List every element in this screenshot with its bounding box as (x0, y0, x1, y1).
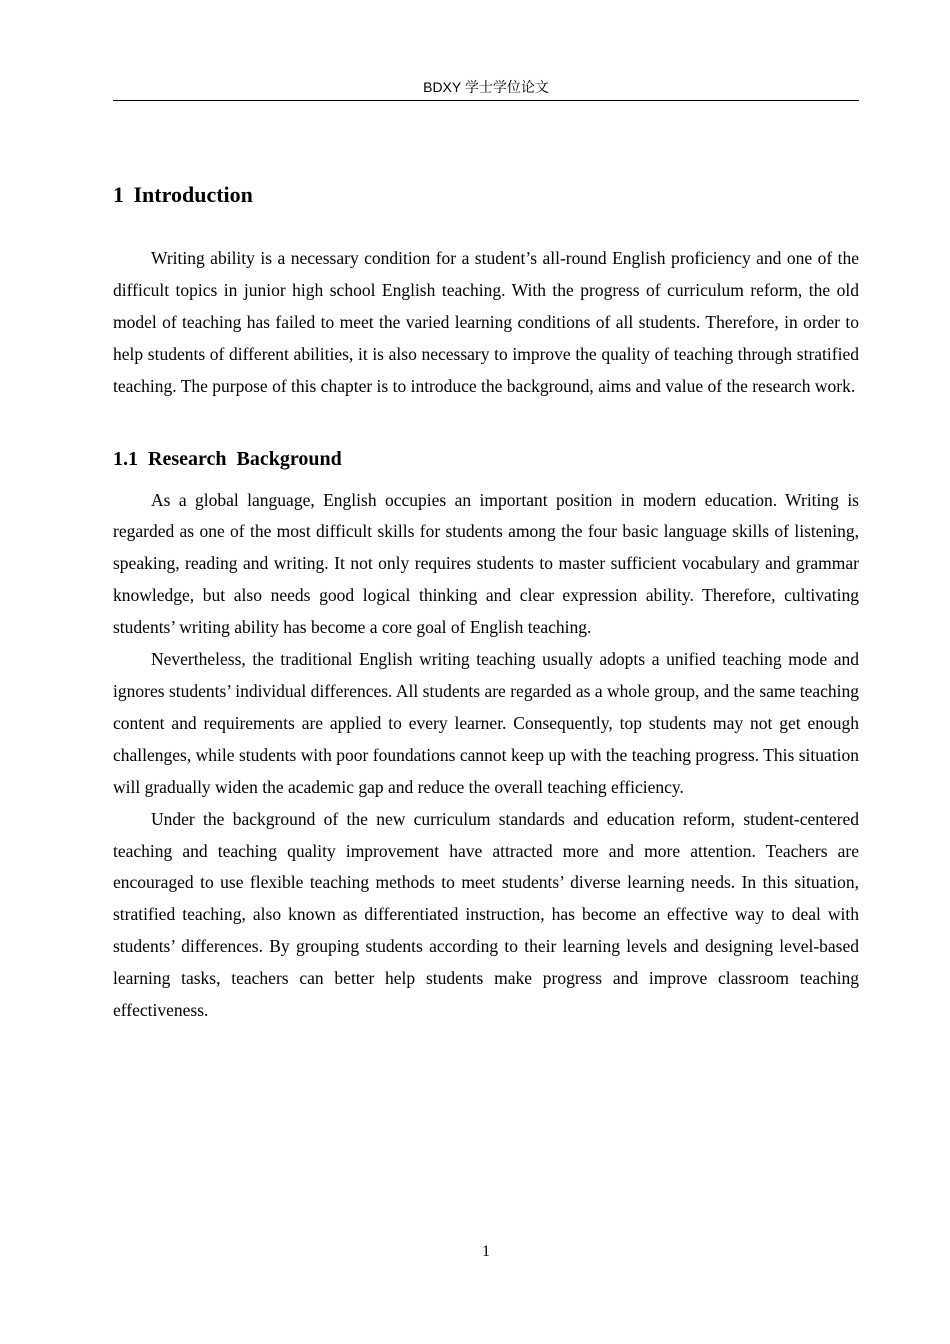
intro-paragraph: Writing ability is a necessary condition for a student’s all-round English proficiency and one of the difficult topics in junior high school English teaching. With the progress of curriculum reform, the old model of teaching has failed to meet the varied learning conditions of all students. Therefore, in order to help students of different abilities, it is also necessary to improve the quality of teaching through stratified teaching. The purpose of this chapter is to introduce the background, aims and value of the research work. (113, 248, 859, 396)
running-header: BDXY 学士学位论文 (423, 79, 549, 95)
page-content (113, 178, 859, 1027)
chapter-title: 1 Introduction (113, 182, 253, 207)
body-paragraph: As a global language, English occupies an important position in modern education. Writing is regarded as one of the most difficult skills for students among the four basic language skills of listening, speaking, reading and writing. It not only requires students to master sufficient vocabulary and grammar knowledge, but also needs good logical thinking and clear expression ability. Therefore, cultivating students’ writing ability has become a core goal of English teaching. (113, 489, 859, 638)
section-title: 1.1 Research Background (113, 447, 342, 470)
page-number: 1 (482, 1243, 490, 1260)
body-paragraph: Under the background of the new curriculum standards and education reform, student-centered teaching and teaching quality improvement have attracted more and more attention. Teachers are encouraged to use flexible teaching methods to meet students’ diverse learning needs. In this situation, stratified teaching, also known as differentiated instruction, has become an effective way to deal with students’ differences. By grouping students according to their learning levels and designing level-based learning tasks, teachers can better help students make progress and improve classroom teaching effectiveness. (113, 808, 859, 1021)
header-rule (113, 100, 859, 101)
body-paragraph: Nevertheless, the traditional English writing teaching usually adopts a unified teaching mode and ignores students’ individual differences. All students are regarded as a whole group, and the same teaching content and requirements are applied to every learner. Consequently, top students may not get enough challenges, while students with poor foundations cannot keep up with the teaching progress. This situation will gradually widen the academic gap and reduce the overall teaching efficiency. (113, 649, 859, 797)
